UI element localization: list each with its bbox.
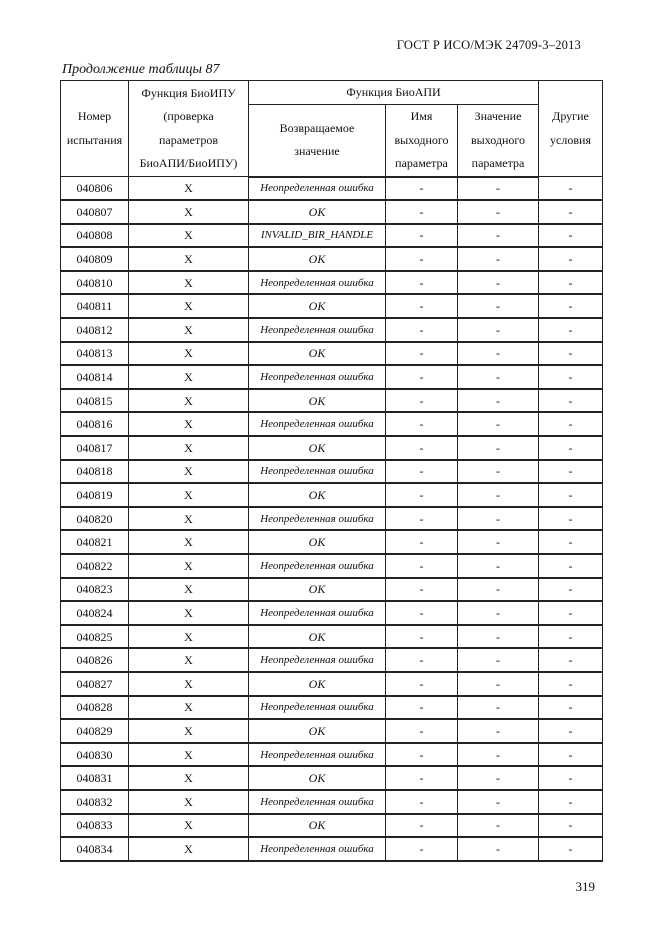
output-value-cell: - (458, 318, 539, 342)
header-bio-function: Функция БиоИПУ (проверка параметров БиоАПИ/БиоИПУ) (129, 81, 249, 177)
output-name-cell: - (386, 294, 458, 318)
output-value-cell: - (458, 436, 539, 460)
output-name-cell: - (386, 648, 458, 672)
output-name-cell: - (386, 460, 458, 484)
other-conditions-cell: - (539, 294, 603, 318)
output-name-cell: - (386, 224, 458, 248)
bio-function-cell: X (129, 743, 249, 767)
bio-function-cell: X (129, 460, 249, 484)
bio-function-cell: X (129, 200, 249, 224)
return-value-cell: OK (249, 247, 386, 271)
test-number-cell: 040831 (61, 766, 129, 790)
output-value-cell: - (458, 672, 539, 696)
bio-function-cell: X (129, 719, 249, 743)
return-value-cell: OK (249, 719, 386, 743)
output-name-cell: - (386, 271, 458, 295)
output-name-cell: - (386, 719, 458, 743)
output-name-cell: - (386, 790, 458, 814)
test-number-cell: 040828 (61, 696, 129, 720)
table-row (61, 766, 603, 790)
bio-function-cell: X (129, 507, 249, 531)
other-conditions-cell: - (539, 578, 603, 602)
return-value-cell: Неопределенная ошибка (249, 696, 386, 720)
output-value-cell: - (458, 648, 539, 672)
test-number-cell: 040816 (61, 412, 129, 436)
output-name-cell: - (386, 389, 458, 413)
other-conditions-cell: - (539, 365, 603, 389)
return-value-cell: Неопределенная ошибка (249, 318, 386, 342)
bio-function-cell: X (129, 342, 249, 366)
table-row (61, 271, 603, 295)
header-output-param-name: Имя выходного параметра (386, 105, 458, 177)
output-value-cell: - (458, 294, 539, 318)
other-conditions-cell: - (539, 318, 603, 342)
bio-function-cell: X (129, 365, 249, 389)
output-value-cell: - (458, 530, 539, 554)
test-number-cell: 040826 (61, 648, 129, 672)
return-value-cell: Неопределенная ошибка (249, 412, 386, 436)
output-name-cell: - (386, 507, 458, 531)
return-value-cell: Неопределенная ошибка (249, 837, 386, 861)
output-value-cell: - (458, 790, 539, 814)
table-row (61, 625, 603, 649)
header-test-number: Номер испытания (61, 81, 129, 177)
test-number-cell: 040824 (61, 601, 129, 625)
table-row (61, 578, 603, 602)
bio-function-cell: X (129, 436, 249, 460)
bio-function-cell: X (129, 790, 249, 814)
other-conditions-cell: - (539, 696, 603, 720)
other-conditions-cell: - (539, 766, 603, 790)
output-name-cell: - (386, 578, 458, 602)
other-conditions-cell: - (539, 224, 603, 248)
table-row (61, 177, 603, 201)
table-row (61, 814, 603, 838)
table-row (61, 200, 603, 224)
output-value-cell: - (458, 412, 539, 436)
table-row (61, 483, 603, 507)
other-conditions-cell: - (539, 625, 603, 649)
other-conditions-cell: - (539, 554, 603, 578)
bio-function-cell: X (129, 483, 249, 507)
test-number-cell: 040834 (61, 837, 129, 861)
output-value-cell: - (458, 601, 539, 625)
other-conditions-cell: - (539, 483, 603, 507)
test-number-cell: 040806 (61, 177, 129, 201)
output-name-cell: - (386, 696, 458, 720)
return-value-cell: OK (249, 436, 386, 460)
output-value-cell: - (458, 342, 539, 366)
test-number-cell: 040807 (61, 200, 129, 224)
output-name-cell: - (386, 766, 458, 790)
output-value-cell: - (458, 766, 539, 790)
return-value-cell: Неопределенная ошибка (249, 743, 386, 767)
bio-function-cell: X (129, 177, 249, 201)
table-row (61, 696, 603, 720)
other-conditions-cell: - (539, 412, 603, 436)
output-name-cell: - (386, 318, 458, 342)
table-row (61, 672, 603, 696)
table-row (61, 294, 603, 318)
test-number-cell: 040820 (61, 507, 129, 531)
test-number-cell: 040809 (61, 247, 129, 271)
bio-function-cell: X (129, 389, 249, 413)
test-number-cell: 040814 (61, 365, 129, 389)
document-header: ГОСТ Р ИСО/МЭК 24709-3–2013 (396, 38, 581, 52)
bio-function-cell: X (129, 224, 249, 248)
other-conditions-cell: - (539, 672, 603, 696)
test-number-cell: 040827 (61, 672, 129, 696)
bio-function-cell: X (129, 554, 249, 578)
bio-function-cell: X (129, 625, 249, 649)
header-output-param-value: Значение выходного параметра (458, 105, 539, 177)
other-conditions-cell: - (539, 837, 603, 861)
other-conditions-cell: - (539, 743, 603, 767)
other-conditions-cell: - (539, 507, 603, 531)
test-number-cell: 040833 (61, 814, 129, 838)
return-value-cell: OK (249, 483, 386, 507)
bio-function-cell: X (129, 318, 249, 342)
return-value-cell: Неопределенная ошибка (249, 271, 386, 295)
output-value-cell: - (458, 177, 539, 201)
return-value-cell: OK (249, 342, 386, 366)
table-row (61, 530, 603, 554)
return-value-cell: OK (249, 294, 386, 318)
output-name-cell: - (386, 554, 458, 578)
output-name-cell: - (386, 530, 458, 554)
other-conditions-cell: - (539, 648, 603, 672)
table-row (61, 743, 603, 767)
test-number-cell: 040823 (61, 578, 129, 602)
output-name-cell: - (386, 365, 458, 389)
return-value-cell: OK (249, 814, 386, 838)
bio-function-cell: X (129, 696, 249, 720)
output-value-cell: - (458, 365, 539, 389)
bio-function-cell: X (129, 837, 249, 861)
other-conditions-cell: - (539, 247, 603, 271)
output-name-cell: - (386, 247, 458, 271)
table-row (61, 247, 603, 271)
output-name-cell: - (386, 743, 458, 767)
bio-function-cell: X (129, 672, 249, 696)
bio-function-cell: X (129, 578, 249, 602)
output-name-cell: - (386, 601, 458, 625)
return-value-cell: OK (249, 530, 386, 554)
test-number-cell: 040822 (61, 554, 129, 578)
output-value-cell: - (458, 271, 539, 295)
other-conditions-cell: - (539, 601, 603, 625)
table-caption: Продолжение таблицы 87 (62, 62, 220, 77)
table-row (61, 224, 603, 248)
return-value-cell: Неопределенная ошибка (249, 554, 386, 578)
output-value-cell: - (458, 389, 539, 413)
return-value-cell: Неопределенная ошибка (249, 648, 386, 672)
table-row (61, 719, 603, 743)
test-number-cell: 040810 (61, 271, 129, 295)
test-number-cell: 040817 (61, 436, 129, 460)
output-name-cell: - (386, 342, 458, 366)
test-number-cell: 040815 (61, 389, 129, 413)
return-value-cell: Неопределенная ошибка (249, 507, 386, 531)
table-row (61, 648, 603, 672)
return-value-cell: OK (249, 578, 386, 602)
test-number-cell: 040808 (61, 224, 129, 248)
output-name-cell: - (386, 625, 458, 649)
output-value-cell: - (458, 460, 539, 484)
return-value-cell: OK (249, 672, 386, 696)
output-name-cell: - (386, 436, 458, 460)
page-number: 319 (575, 879, 595, 894)
return-value-cell: Неопределенная ошибка (249, 460, 386, 484)
output-value-cell: - (458, 483, 539, 507)
bio-function-cell: X (129, 271, 249, 295)
bio-function-cell: X (129, 814, 249, 838)
return-value-cell: Неопределенная ошибка (249, 365, 386, 389)
other-conditions-cell: - (539, 814, 603, 838)
return-value-cell: Неопределенная ошибка (249, 790, 386, 814)
output-name-cell: - (386, 672, 458, 696)
other-conditions-cell: - (539, 271, 603, 295)
table-body (61, 177, 603, 861)
table-row (61, 365, 603, 389)
output-value-cell: - (458, 200, 539, 224)
other-conditions-cell: - (539, 389, 603, 413)
return-value-cell: OK (249, 389, 386, 413)
test-number-cell: 040819 (61, 483, 129, 507)
output-value-cell: - (458, 814, 539, 838)
return-value-cell: OK (249, 766, 386, 790)
test-number-cell: 040830 (61, 743, 129, 767)
bio-function-cell: X (129, 648, 249, 672)
other-conditions-cell: - (539, 436, 603, 460)
output-value-cell: - (458, 719, 539, 743)
table-row (61, 389, 603, 413)
table-row (61, 601, 603, 625)
header-return-value: Возвращаемое значение (249, 105, 386, 177)
other-conditions-cell: - (539, 460, 603, 484)
test-number-cell: 040825 (61, 625, 129, 649)
table-row (61, 436, 603, 460)
test-number-cell: 040811 (61, 294, 129, 318)
return-value-cell: Неопределенная ошибка (249, 177, 386, 201)
output-name-cell: - (386, 483, 458, 507)
other-conditions-cell: - (539, 177, 603, 201)
return-value-cell: INVALID_BIR_HANDLE (249, 224, 386, 248)
output-value-cell: - (458, 578, 539, 602)
header-bioapi-function-group: Функция БиоАПИ (249, 81, 539, 105)
output-name-cell: - (386, 200, 458, 224)
test-table (60, 80, 603, 862)
bio-function-cell: X (129, 412, 249, 436)
output-value-cell: - (458, 743, 539, 767)
table-row (61, 318, 603, 342)
other-conditions-cell: - (539, 342, 603, 366)
table-row (61, 790, 603, 814)
output-value-cell: - (458, 224, 539, 248)
output-name-cell: - (386, 412, 458, 436)
output-value-cell: - (458, 247, 539, 271)
other-conditions-cell: - (539, 719, 603, 743)
output-value-cell: - (458, 696, 539, 720)
bio-function-cell: X (129, 601, 249, 625)
bio-function-cell: X (129, 766, 249, 790)
return-value-cell: OK (249, 625, 386, 649)
test-number-cell: 040829 (61, 719, 129, 743)
table-row (61, 837, 603, 861)
other-conditions-cell: - (539, 790, 603, 814)
output-name-cell: - (386, 177, 458, 201)
bio-function-cell: X (129, 294, 249, 318)
output-name-cell: - (386, 814, 458, 838)
test-number-cell: 040818 (61, 460, 129, 484)
test-number-cell: 040812 (61, 318, 129, 342)
output-value-cell: - (458, 507, 539, 531)
table-row (61, 554, 603, 578)
return-value-cell: Неопределенная ошибка (249, 601, 386, 625)
output-value-cell: - (458, 837, 539, 861)
bio-function-cell: X (129, 247, 249, 271)
output-value-cell: - (458, 554, 539, 578)
output-name-cell: - (386, 837, 458, 861)
test-number-cell: 040821 (61, 530, 129, 554)
test-number-cell: 040832 (61, 790, 129, 814)
table-row (61, 460, 603, 484)
other-conditions-cell: - (539, 200, 603, 224)
table-row (61, 342, 603, 366)
output-value-cell: - (458, 625, 539, 649)
table-row (61, 412, 603, 436)
header-other-conditions: Другие условия (539, 81, 603, 177)
other-conditions-cell: - (539, 530, 603, 554)
return-value-cell: OK (249, 200, 386, 224)
test-number-cell: 040813 (61, 342, 129, 366)
bio-function-cell: X (129, 530, 249, 554)
table-row (61, 507, 603, 531)
